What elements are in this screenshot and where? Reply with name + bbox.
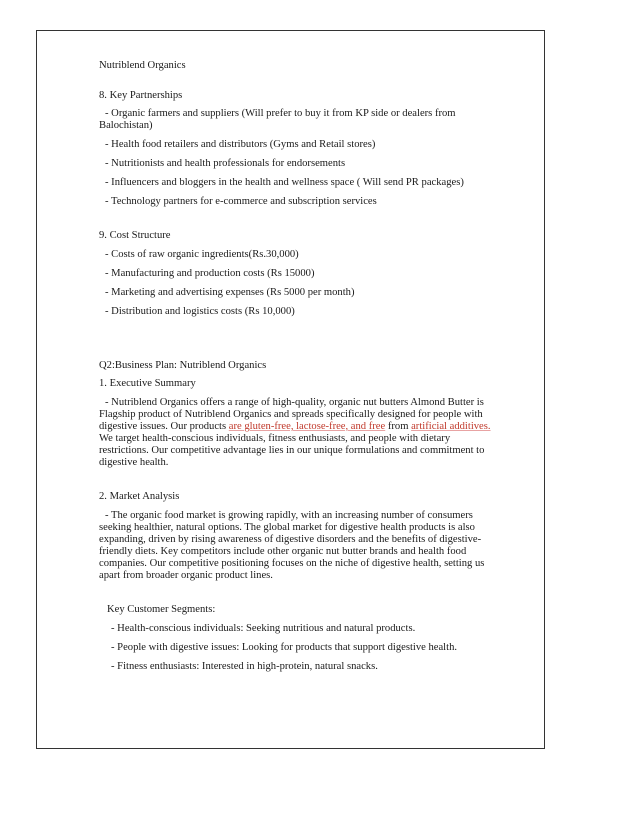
segment-item-2: - People with digestive issues: Looking for products that support digestive health. xyxy=(111,642,458,653)
exec-line-6: digestive health. xyxy=(99,457,169,468)
highlighted-text: are gluten-free, lactose-free, and free xyxy=(228,421,386,432)
company-name: Nutriblend Organics xyxy=(99,60,186,71)
market-line-1: - The organic food market is growing rapidly, with an increasing number of consumers xyxy=(105,510,473,521)
partnership-item-4: - Influencers and bloggers in the health and wellness space ( Will send PR packages) xyxy=(105,177,464,188)
cost-structure-heading: 9. Cost Structure xyxy=(99,230,171,241)
market-line-6: apart from broader organic product lines. xyxy=(99,570,273,581)
cost-item-4: - Distribution and logistics costs (Rs 10,000) xyxy=(105,306,295,317)
exec-line-1: - Nutriblend Organics offers a range of high-quality, organic nut butters Almond Butter is xyxy=(105,397,484,408)
highlighted-text-2: artificial additives. xyxy=(411,421,491,432)
q2-title: Q2:Business Plan: Nutriblend Organics xyxy=(99,360,267,371)
document-body xyxy=(99,60,491,673)
exec-line-5: restrictions. Our competitive advantage lies in our unique formulations and commitment to xyxy=(99,445,485,456)
segment-item-3: - Fitness enthusiasts: Interested in high-protein, natural snacks. xyxy=(111,661,378,672)
market-line-2: seeking healthier, natural options. The global market for digestive health products is also xyxy=(99,522,475,533)
cost-item-2: - Manufacturing and production costs (Rs 15000) xyxy=(105,268,315,279)
market-analysis-paragraph xyxy=(99,510,485,582)
partnership-item-1-line-2: Balochistan) xyxy=(99,120,153,131)
partnership-item-1 xyxy=(99,108,474,132)
market-analysis-heading: 2. Market Analysis xyxy=(99,491,180,502)
exec-line-4: We target health-conscious individuals, fitness enthusiasts, and people with dietary xyxy=(99,433,451,444)
market-line-5: companies. Our competitive positioning focuses on the niche of digestive health, setting us xyxy=(99,558,485,569)
partnership-item-2: - Health food retailers and distributors (Gyms and Retail stores) xyxy=(105,139,376,150)
customer-segments-heading: Key Customer Segments: xyxy=(107,604,216,615)
exec-line-3 xyxy=(99,421,491,433)
executive-summary-paragraph xyxy=(99,397,491,469)
partnership-item-5: - Technology partners for e-commerce and subscription services xyxy=(105,196,377,207)
partnership-item-3: - Nutritionists and health professionals for endorsements xyxy=(105,158,346,169)
market-line-3: expanding, driven by rising awareness of digestive disorders and the benefits of digestive- xyxy=(99,534,482,545)
cost-item-1: - Costs of raw organic ingredients(Rs.30,000) xyxy=(105,249,299,260)
exec-line-3-text: digestive issues. Our products xyxy=(99,421,229,432)
partnership-item-1-line-1: - Organic farmers and suppliers (Will prefer to buy it from KP side or dealers from xyxy=(105,108,456,119)
partnerships-heading: 8. Key Partnerships xyxy=(99,90,183,101)
exec-line-2: Flagship product of Nutriblend Organics and spreads specifically designed for people with xyxy=(99,409,483,420)
executive-summary-heading: 1. Executive Summary xyxy=(99,378,196,389)
cost-item-3: - Marketing and advertising expenses (Rs 5000 per month) xyxy=(105,287,355,298)
market-line-4: friendly diets. Key competitors include other organic nut butter brands and health food xyxy=(99,546,467,557)
segment-item-1: - Health-conscious individuals: Seeking nutritious and natural products. xyxy=(111,623,416,634)
exec-line-3-text-2: from xyxy=(385,421,412,432)
